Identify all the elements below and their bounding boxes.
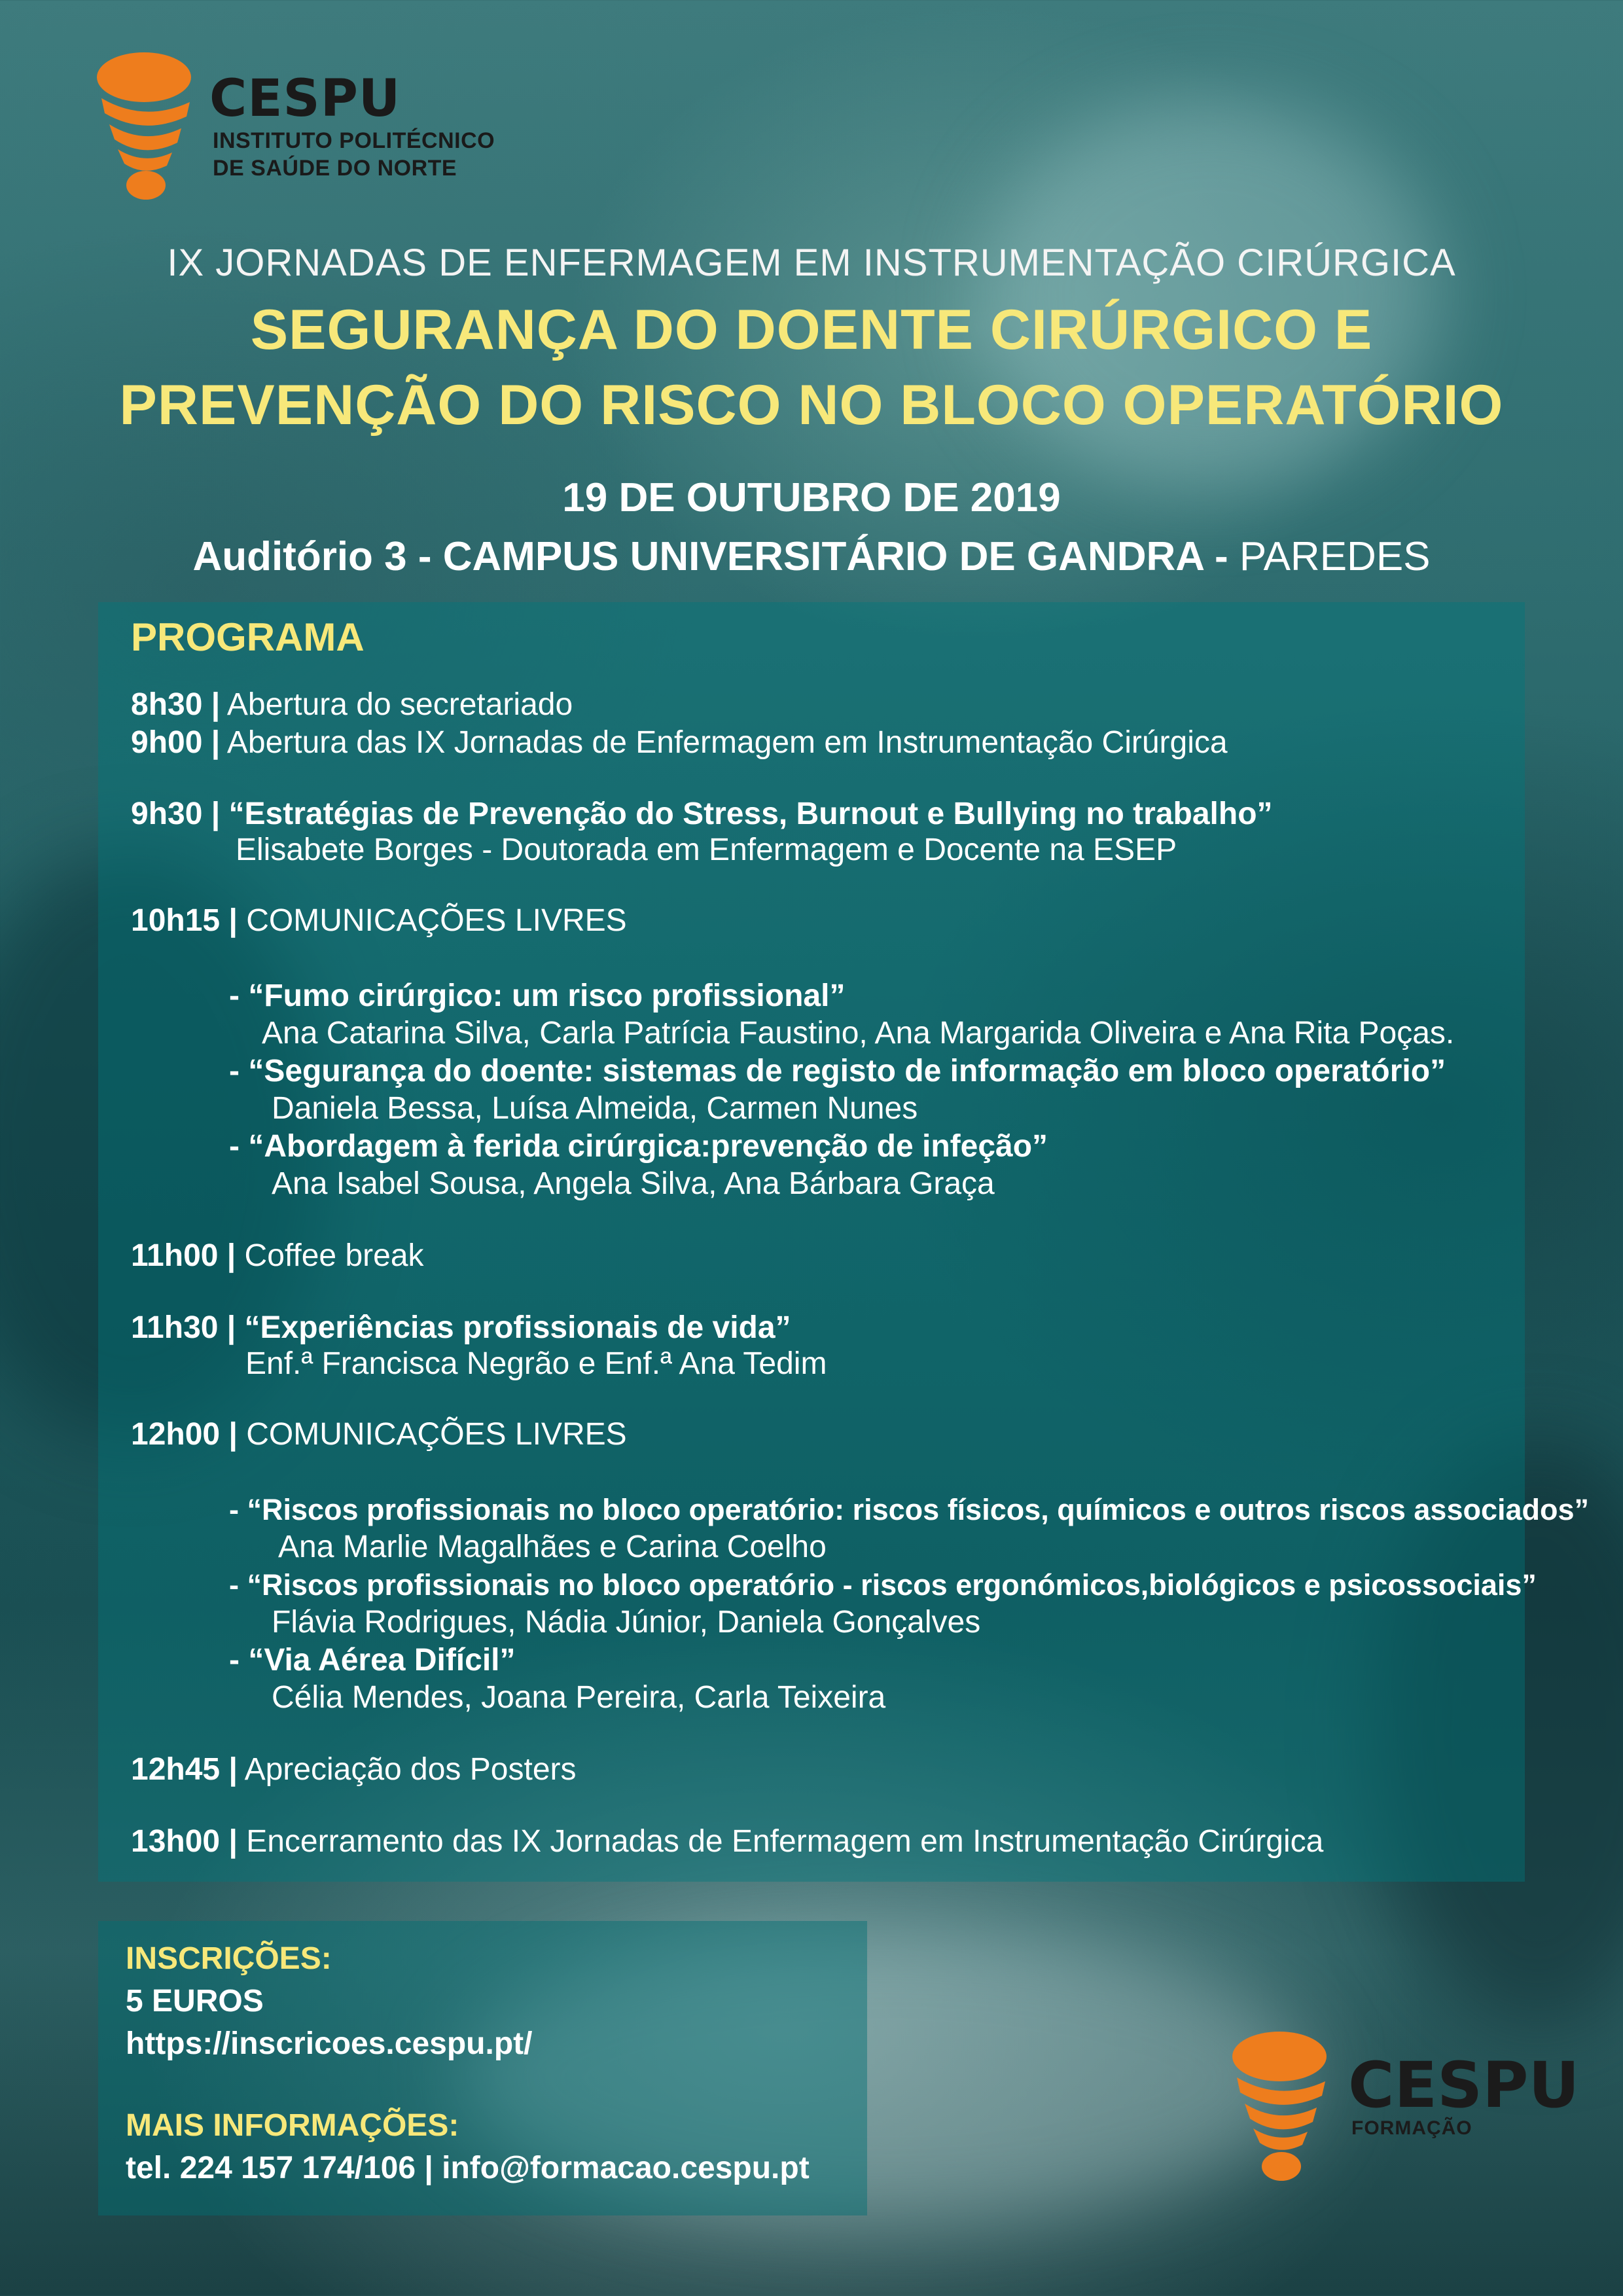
talk-title: - “Abordagem à ferida cirúrgica:prevenção de infeção” xyxy=(229,1129,1048,1164)
registration-panel xyxy=(98,1921,867,2215)
program-item xyxy=(131,724,1228,762)
cespu-logo-header xyxy=(95,51,514,208)
item-text: COMUNICAÇÕES LIVRES xyxy=(237,903,627,938)
talk-title: - “Riscos profissionais no bloco operatório - riscos ergonómicos,biológicos e psicossociais” xyxy=(229,1568,1537,1602)
program-panel xyxy=(98,602,1590,1882)
cespu-orange-spiral-icon xyxy=(95,51,193,202)
venue-bold: Auditório 3 - CAMPUS UNIVERSITÁRIO DE GANDRA - xyxy=(192,534,1228,579)
event-date: 19 DE OUTUBRO DE 2019 xyxy=(562,475,1061,520)
talk-authors: Ana Isabel Sousa, Angela Silva, Ana Bárbara Graça xyxy=(272,1166,995,1201)
event-name: IX JORNADAS DE ENFERMAGEM EM INSTRUMENTAÇÃO CIRÚRGICA xyxy=(167,242,1456,284)
item-text: COMUNICAÇÕES LIVRES xyxy=(237,1417,627,1452)
item-time: 8h30 | xyxy=(131,687,221,722)
cespu-formacao-logo xyxy=(1230,2029,1580,2193)
talk-authors: Flávia Rodrigues, Nádia Júnior, Daniela Gonçalves xyxy=(272,1605,981,1640)
contact-info[interactable]: tel. 224 157 174/106 | info@formacao.cespu.pt xyxy=(126,2151,810,2185)
registration-price: 5 EUROS xyxy=(126,1984,264,2018)
item-text: Abertura do secretariado xyxy=(220,687,573,722)
registration-link[interactable]: https://inscricoes.cespu.pt/ xyxy=(126,2026,533,2061)
item-speaker: Elisabete Borges - Doutorada em Enfermagem e Docente na ESEP xyxy=(236,833,1177,867)
title-line-2: PREVENÇÃO DO RISCO NO BLOCO OPERATÓRIO xyxy=(119,374,1504,437)
program-item xyxy=(131,902,627,940)
program-item xyxy=(131,795,1273,833)
item-time: 12h00 | xyxy=(131,1417,238,1452)
item-text: Apreciação dos Posters xyxy=(237,1752,577,1787)
more-info-label: MAIS INFORMAÇÕES: xyxy=(126,2108,459,2143)
item-time: 9h30 | xyxy=(131,797,221,831)
item-text: Abertura das IX Jornadas de Enfermagem em Instrumentação Cirúrgica xyxy=(220,725,1228,760)
item-speaker: Enf.ª Francisca Negrão e Enf.ª Ana Tedim xyxy=(245,1346,827,1381)
event-venue xyxy=(0,533,1623,580)
title-line-1: SEGURANÇA DO DOENTE CIRÚRGICO E xyxy=(250,298,1373,361)
talk-title: - “Fumo cirúrgico: um risco profissional” xyxy=(229,978,846,1013)
talk-authors: Daniela Bessa, Luísa Almeida, Carmen Nunes xyxy=(272,1091,918,1126)
talk-title: - “Segurança do doente: sistemas de registo de informação em bloco operatório” xyxy=(229,1054,1446,1088)
talk-authors: Ana Catarina Silva, Carla Patrícia Faustino, Ana Margarida Oliveira e Ana Rita Poças. xyxy=(262,1016,1455,1050)
program-item xyxy=(131,1309,791,1347)
item-time: 9h00 | xyxy=(131,725,221,760)
brand-subtitle-2: DE SAÚDE DO NORTE xyxy=(213,156,457,181)
program-heading: PROGRAMA xyxy=(131,615,365,659)
program-item xyxy=(131,686,573,724)
item-time: 11h00 | xyxy=(131,1238,236,1273)
talk-title: - “Via Aérea Difícil” xyxy=(229,1643,516,1677)
program-item xyxy=(131,1416,627,1454)
cespu-orange-spiral-icon xyxy=(1230,2029,1329,2186)
item-title: “Experiências profissionais de vida” xyxy=(236,1310,791,1345)
footer-tag: FORMAÇÃO xyxy=(1351,2117,1472,2139)
program-item xyxy=(131,1237,424,1275)
talk-title: - “Riscos profissionais no bloco operatório: riscos físicos, químicos e outros riscos associados” xyxy=(229,1493,1590,1526)
item-time: 11h30 | xyxy=(131,1310,236,1345)
talk-authors: Ana Marlie Magalhães e Carina Coelho xyxy=(278,1530,827,1564)
program-item xyxy=(131,1823,1323,1861)
program-item xyxy=(131,1751,577,1789)
footer-brand: CESPU xyxy=(1348,2049,1580,2122)
item-text: Coffee break xyxy=(236,1238,424,1273)
brand-name: CESPU xyxy=(209,69,401,128)
item-time: 10h15 | xyxy=(131,903,238,938)
item-text: Encerramento das IX Jornadas de Enfermagem em Instrumentação Cirúrgica xyxy=(237,1824,1324,1859)
item-title: “Estratégias de Prevenção do Stress, Burnout e Bullying no trabalho” xyxy=(220,797,1273,831)
brand-subtitle-1: INSTITUTO POLITÉCNICO xyxy=(213,128,495,153)
venue-city: PAREDES xyxy=(1228,534,1431,579)
item-time: 12h45 | xyxy=(131,1752,238,1787)
talk-authors: Célia Mendes, Joana Pereira, Carla Teixeira xyxy=(272,1680,886,1715)
registration-label: INSCRIÇÕES: xyxy=(126,1941,332,1976)
item-time: 13h00 | xyxy=(131,1824,238,1859)
